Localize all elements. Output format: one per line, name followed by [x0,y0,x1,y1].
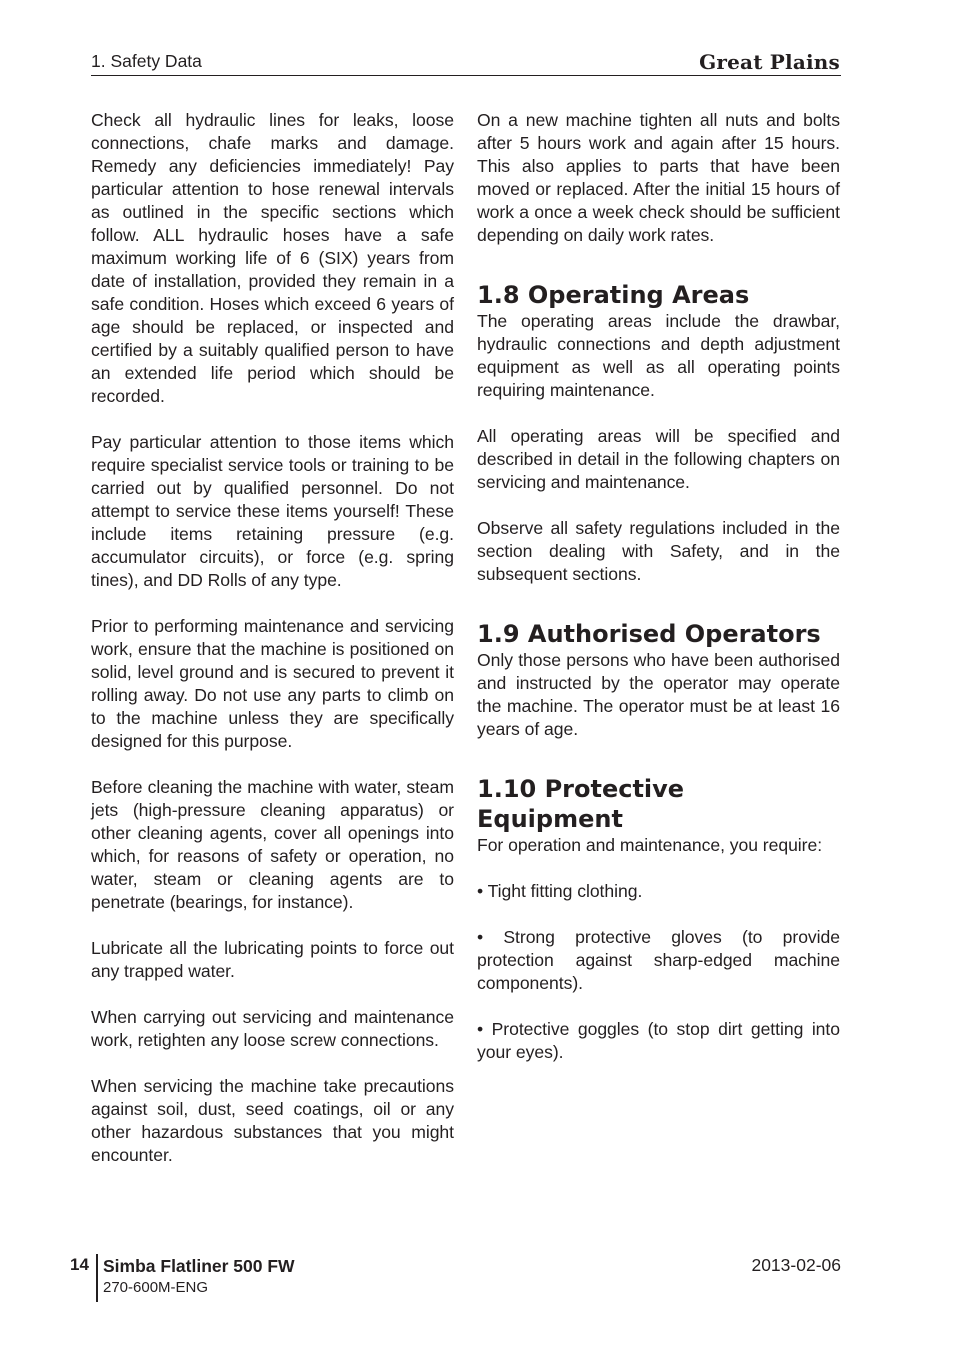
heading-protective-line1: 1.10 Protective [477,775,685,803]
manual-code: 270-600M-ENG [103,1279,209,1296]
bullet-gloves: • Strong protective gloves (to provide protection against sharp-edged machine components). [477,927,840,993]
manual-date: 2013-02-06 [751,1255,841,1275]
page-number: 14 [70,1255,89,1274]
paragraph-operating-areas-3: Observe all safety regulations included in the section dealing with Safety, and in the subsequent sections. [477,518,840,584]
paragraph-hydraulic-lines: Check all hydraulic lines for leaks, loose connections, chafe marks and damage. Remedy any deficiencies immediately! Pay particular attention to hose renewal intervals as outlined in the specific sections which follow. ALL hydraulic hoses have a safe maximum working life of 6 (SIX) years from date of installation, provided they remain in a safe condition. Hoses which exceed 6 years of age should be replaced, or inspected and certified by a suitably qualified person to have an extended life period which should be recorded. [91,110,454,406]
paragraph-precautions: When servicing the machine take precautions against soil, dust, seed coatings, oil or any other hazardous substances that you might encounter. [91,1076,454,1165]
section-title: 1. Safety Data [91,51,202,71]
brand-logo: Great Plains [699,50,840,74]
paragraph-authorised-operators: Only those persons who have been authorised and instructed by the operator may operate the machine. The operator must be at least 16 years of age. [477,650,840,739]
bullet-clothing: • Tight fitting clothing. [477,881,643,901]
paragraph-specialist-items: Pay particular attention to those items which require specialist service tools or training to be carried out by qualified personnel. Do not attempt to service these items yourself! These include items retaining pressure (e.g. accumulator circuits), or force (e.g. spring tines), and DD Rolls of any type. [91,432,454,590]
paragraph-lubricate: Lubricate all the lubricating points to force out any trapped water. [91,938,454,981]
paragraph-new-machine: On a new machine tighten all nuts and bolts after 5 hours work and again after 15 hours. This also applies to parts that have been moved or replaced. After the initial 15 hours of work a once a week check should be sufficient depending on daily work rates. [477,110,840,245]
bullet-goggles: • Protective goggles (to stop dirt getting into your eyes). [477,1019,840,1062]
paragraph-operating-areas-2: All operating areas will be specified and described in detail in the following chapters on servicing and maintenance. [477,426,840,492]
paragraph-operating-areas-1: The operating areas include the drawbar, hydraulic connections and depth adjustment equipment as well as all operating points requiring maintenance. [477,311,840,400]
heading-authorised-operators: 1.9 Authorised Operators [477,620,821,648]
heading-operating-areas: 1.8 Operating Areas [477,281,750,309]
heading-protective-line2: Equipment [477,805,623,833]
header-rule [91,75,841,76]
footer-divider [96,1254,98,1302]
right-column [477,109,840,1087]
paragraph-retighten: When carrying out servicing and maintenance work, retighten any loose screw connections. [91,1007,454,1050]
heading-protective-equipment [477,774,840,834]
paragraph-prior-maintenance: Prior to performing maintenance and servicing work, ensure that the machine is positioned on solid, level ground and is secured to prevent it rolling away. Do not use any parts to climb on to the machine unless they are specifically designed for this purpose. [91,616,454,751]
paragraph-cleaning: Before cleaning the machine with water, steam jets (high-pressure cleaning apparatus) or other cleaning agents, cover all openings into which, for reasons of safety or operation, no water, steam or cleaning agents are to penetrate (bearings, for instance). [91,777,454,912]
paragraph-protective-intro: For operation and maintenance, you require: [477,835,823,855]
left-column [91,109,454,1190]
manual-title: Simba Flatliner 500 FW [103,1256,295,1276]
